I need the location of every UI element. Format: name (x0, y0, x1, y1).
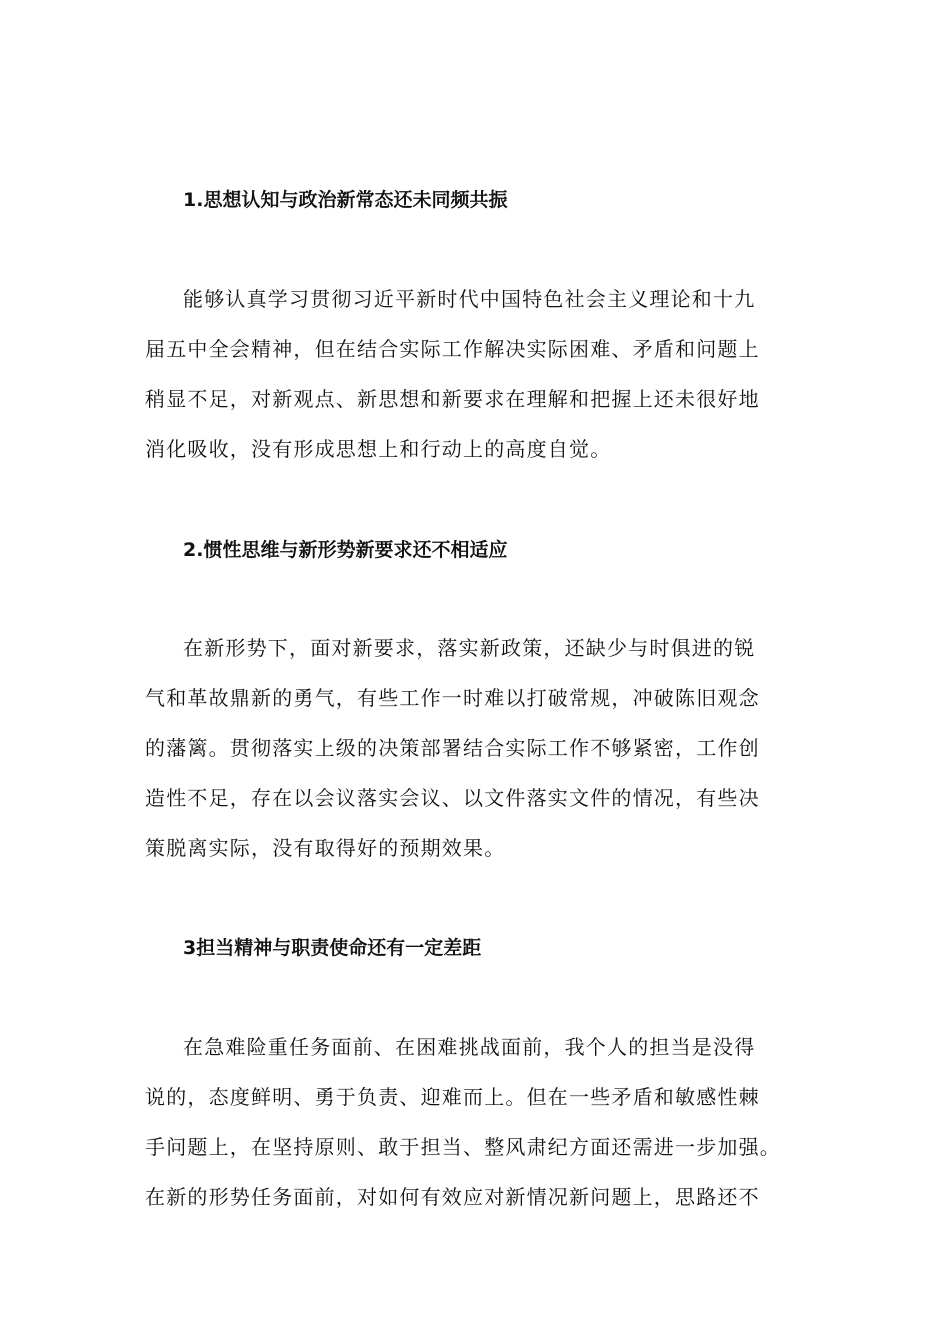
paragraph-line: 的藩篱。贯彻落实上级的决策部署结合实际工作不够紧密，工作创 (145, 736, 760, 760)
paragraph-line: 在急难险重任务面前、在困难挑战面前，我个人的担当是没得 (183, 1035, 756, 1059)
section-1-heading: 1.思想认知与政治新常态还未同频共振 (183, 189, 508, 211)
section-2-heading: 2.惯性思维与新形势新要求还不相适应 (183, 539, 508, 561)
paragraph-line: 气和革故鼎新的勇气，有些工作一时难以打破常规，冲破陈旧观念 (145, 686, 760, 710)
paragraph-line: 在新的形势任务面前，对如何有效应对新情况新问题上，思路还不 (145, 1185, 760, 1209)
paragraph-line: 造性不足，存在以会议落实会议、以文件落实文件的情况，有些决 (145, 786, 760, 810)
paragraph-line: 说的，态度鲜明、勇于负责、迎难而上。但在一些矛盾和敏感性棘 (145, 1085, 760, 1109)
paragraph-line: 消化吸收，没有形成思想上和行动上的高度自觉。 (145, 437, 612, 461)
section-2-paragraph (145, 623, 835, 873)
paragraph-line: 手问题上，在坚持原则、敢于担当、整风肃纪方面还需进一步加强。 (145, 1135, 781, 1159)
section-3-paragraph (145, 1022, 835, 1222)
paragraph-line: 在新形势下，面对新要求，落实新政策，还缺少与时俱进的锐 (183, 636, 756, 660)
section-1-paragraph (145, 274, 835, 474)
paragraph-line: 能够认真学习贯彻习近平新时代中国特色社会主义理论和十九 (183, 287, 756, 311)
paragraph-line: 策脱离实际，没有取得好的预期效果。 (145, 836, 506, 860)
section-3-heading: 3担当精神与职责使命还有一定差距 (183, 937, 482, 959)
paragraph-line: 稍显不足，对新观点、新思想和新要求在理解和把握上还未很好地 (145, 387, 760, 411)
paragraph-line: 届五中全会精神，但在结合实际工作解决实际困难、矛盾和问题上 (145, 337, 760, 361)
